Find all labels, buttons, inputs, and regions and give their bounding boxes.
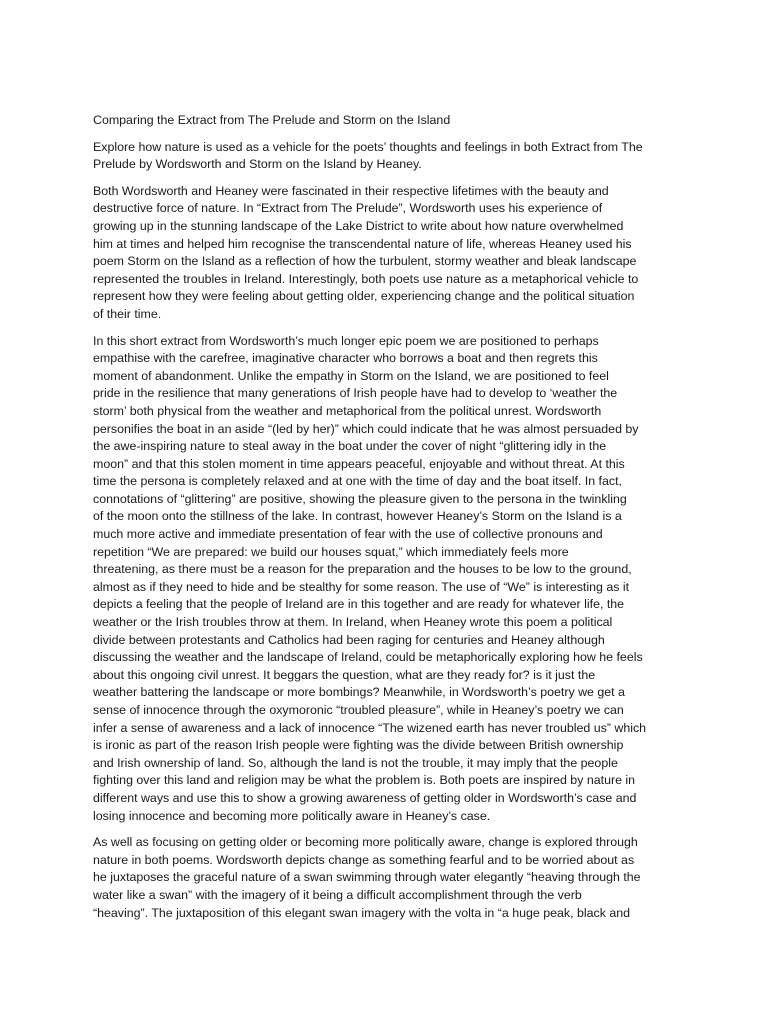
essay-question: Explore how nature is used as a vehicle for the poets’ thoughts and feelings in both Extract from The Prelude by Wordsworth and Storm on the Island by Heaney. <box>93 139 643 172</box>
document-page <box>93 112 677 931</box>
paragraph-introduction: Both Wordsworth and Heaney were fascinated in their respective lifetimes with the beauty and destructive force of nature. In “Extract from The Prelude”, Wordsworth uses his experience of growing up in the stunning landscape of the Lake District to write about how nature overwhelmed him at times and helped him recognise the transcendental nature of life, whereas Heaney used his poem Storm on the Island as a reflection of how the turbulent, stormy weather and bleak landscape represented the troubles in Ireland. Interestingly, both poets use nature as a metaphorical vehicle to represent how they were feeling about getting older, experiencing change and the political situation of their time. <box>93 183 639 321</box>
paragraph-change: As well as focusing on getting older or becoming more politically aware, change is explored through nature in both poems. Wordsworth depicts change as something fearful and to be worried about as he juxtaposes the graceful nature of a swan swimming through water elegantly “heaving through the water like a swan” with the imagery of it being a difficult accomplishment through the verb “heaving”. The juxtaposition of this elegant swan imagery with the volta in “a huge peak, black and <box>93 835 641 920</box>
paragraph-comparison: In this short extract from Wordsworth’s much longer epic poem we are positioned to perhaps empathise with the carefree, imaginative character who borrows a boat and then regrets this moment of abandonment. Unlike the empathy in Storm on the Island, we are positioned to feel pride in the resilience that many generations of Irish people have had to develop to ‘weather the storm’ both physical from the weather and metaphorical from the political unrest. Wordsworth personifies the boat in an aside “(led by her)” which could indicate that he was almost persuaded by the awe-inspiring nature to steal away in the boat under the cover of night “glittering idly in the moon” and that this stolen moment in time appears peaceful, enjoyable and without threat. At this time the persona is completely relaxed and at one with the time of day and the boat itself. In fact, connotations of “glittering” are positive, showing the pleasure given to the persona in the twinkling of the moon onto the stillness of the lake. In contrast, however Heaney’s Storm on the Island is a much more active and immediate presentation of fear with the use of collective pronouns and repetition “We are prepared: we build our houses squat,” which immediately feels more threatening, as there must be a reason for the preparation and the houses to be low to the ground, almost as if they need to hide and be stealthy for some reason. The use of “We” is interesting as it depicts a feeling that the people of Ireland are in this together and are ready for whatever life, the weather or the Irish troubles throw at them. In Ireland, when Heaney wrote this poem a political divide between protestants and Catholics had been raging for centuries and Heaney although discussing the weather and the landscape of Ireland, could be metaphorically exploring how he feels about this ongoing civil unrest. It beggars the question, what are they ready for? is it just the weather battering the landscape or more bombings? Meanwhile, in Wordsworth’s poetry we get a sense of innocence through the oxymoronic “troubled pleasure”, while in Heaney’s poetry we can infer a sense of awareness and a lack of innocence “The wizened earth has never troubled us” which is ironic as part of the reason Irish people were fighting was the divide between British ownership and Irish ownership of land. So, although the land is not the trouble, it may imply that the people fighting over this land and religion may be what the problem is. Both poets are inspired by nature in different ways and use this to show a growing awareness of getting older in Wordsworth’s case and losing innocence and becoming more politically aware in Heaney’s case. <box>93 333 647 823</box>
document-title: Comparing the Extract from The Prelude and Storm on the Island <box>93 113 451 127</box>
